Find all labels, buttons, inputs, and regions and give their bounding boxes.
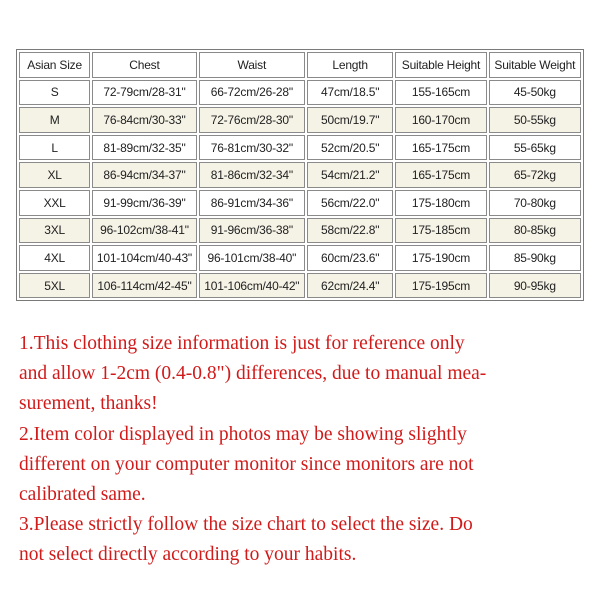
cell-length: 60cm/23.6" — [307, 245, 393, 271]
note-line: different on your computer monitor since monitors are not — [19, 453, 474, 475]
cell-chest: 106-114cm/42-45" — [92, 273, 196, 299]
cell-waist: 81-86cm/32-34" — [199, 162, 305, 188]
cell-size: 3XL — [19, 218, 90, 244]
cell-chest: 96-102cm/38-41" — [92, 218, 196, 244]
cell-weight: 55-65kg — [489, 135, 581, 161]
table-row — [19, 135, 581, 161]
cell-height: 175-195cm — [395, 273, 486, 299]
cell-waist: 86-91cm/34-36" — [199, 190, 305, 216]
cell-length: 47cm/18.5" — [307, 80, 393, 106]
cell-weight: 90-95kg — [489, 273, 581, 299]
cell-size: XXL — [19, 190, 90, 216]
table-row — [19, 273, 581, 299]
cell-chest: 86-94cm/34-37" — [92, 162, 196, 188]
cell-waist: 91-96cm/36-38" — [199, 218, 305, 244]
cell-size: XL — [19, 162, 90, 188]
cell-height: 175-190cm — [395, 245, 486, 271]
header-length: Length — [307, 52, 393, 78]
note-line: and allow 1-2cm (0.4-0.8") differences, due to manual mea- — [19, 363, 487, 385]
cell-weight: 70-80kg — [489, 190, 581, 216]
cell-chest: 72-79cm/28-31" — [92, 80, 196, 106]
table-row — [19, 80, 581, 106]
cell-length: 58cm/22.8" — [307, 218, 393, 244]
cell-length: 54cm/21.2" — [307, 162, 393, 188]
header-waist: Waist — [199, 52, 305, 78]
note-line: not select directly according to your habits. — [19, 544, 357, 566]
size-chart-table — [16, 49, 584, 301]
cell-weight: 80-85kg — [489, 218, 581, 244]
size-chart-header-row — [19, 52, 581, 78]
cell-size: 5XL — [19, 273, 90, 299]
table-row — [19, 245, 581, 271]
cell-waist: 66-72cm/26-28" — [199, 80, 305, 106]
size-chart-body — [19, 80, 581, 299]
cell-size: L — [19, 135, 90, 161]
cell-height: 175-185cm — [395, 218, 486, 244]
cell-height: 175-180cm — [395, 190, 486, 216]
header-asian-size: Asian Size — [19, 52, 90, 78]
note-item — [19, 420, 585, 511]
note-line: calibrated same. — [19, 484, 146, 506]
cell-chest: 81-89cm/32-35" — [92, 135, 196, 161]
header-chest: Chest — [92, 52, 196, 78]
cell-waist: 72-76cm/28-30" — [199, 107, 305, 133]
cell-size: 4XL — [19, 245, 90, 271]
cell-waist: 101-106cm/40-42" — [199, 273, 305, 299]
header-suitable-height: Suitable Height — [395, 52, 486, 78]
table-row — [19, 190, 581, 216]
note-item — [19, 329, 585, 420]
cell-length: 62cm/24.4" — [307, 273, 393, 299]
cell-waist: 76-81cm/30-32" — [199, 135, 305, 161]
table-row — [19, 218, 581, 244]
cell-waist: 96-101cm/38-40" — [199, 245, 305, 271]
note-line: surement, thanks! — [19, 393, 158, 415]
cell-length: 52cm/20.5" — [307, 135, 393, 161]
table-row — [19, 162, 581, 188]
cell-chest: 91-99cm/36-39" — [92, 190, 196, 216]
cell-weight: 50-55kg — [489, 107, 581, 133]
cell-length: 50cm/19.7" — [307, 107, 393, 133]
cell-chest: 76-84cm/30-33" — [92, 107, 196, 133]
cell-size: S — [19, 80, 90, 106]
note-line: 1.This clothing size information is just for reference only — [19, 333, 465, 354]
cell-weight: 65-72kg — [489, 162, 581, 188]
header-suitable-weight: Suitable Weight — [489, 52, 581, 78]
cell-weight: 45-50kg — [489, 80, 581, 106]
cell-weight: 85-90kg — [489, 245, 581, 271]
cell-height: 165-175cm — [395, 162, 486, 188]
note-line: 3.Please strictly follow the size chart to select the size. Do — [19, 514, 473, 536]
size-notes — [19, 329, 585, 571]
cell-size: M — [19, 107, 90, 133]
table-row — [19, 107, 581, 133]
cell-height: 160-170cm — [395, 107, 486, 133]
cell-height: 155-165cm — [395, 80, 486, 106]
note-item — [19, 510, 585, 570]
cell-length: 56cm/22.0" — [307, 190, 393, 216]
cell-chest: 101-104cm/40-43" — [92, 245, 196, 271]
cell-height: 165-175cm — [395, 135, 486, 161]
note-line: 2.Item color displayed in photos may be showing slightly — [19, 423, 467, 445]
